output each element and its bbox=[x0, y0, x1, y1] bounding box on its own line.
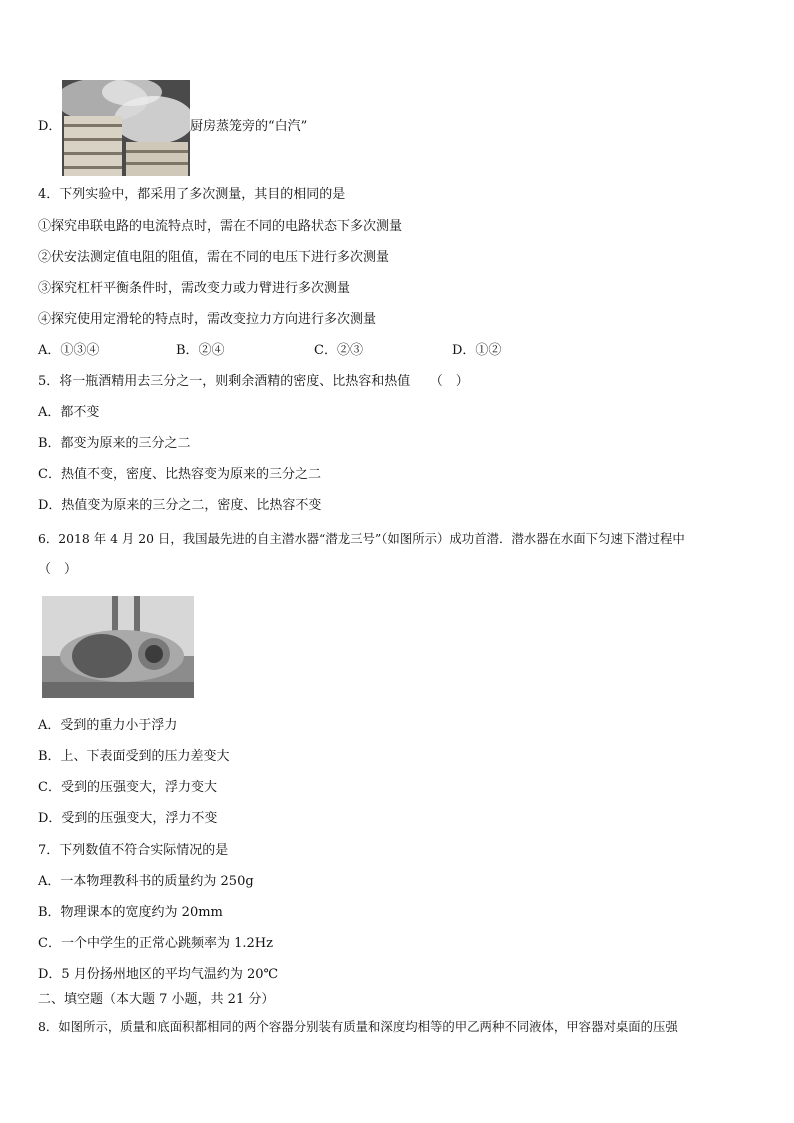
q5-option-c: C．热值不变，密度、比热容变为原来的三分之二 bbox=[38, 467, 321, 482]
q4-option-c: C．②③ bbox=[314, 343, 363, 358]
q7-option-b: B．物理课本的宽度约为 20mm bbox=[38, 905, 223, 920]
q7-option-a: A．一本物理教科书的质量约为 250g bbox=[38, 874, 254, 889]
q4-stem: 4．下列实验中，都采用了多次测量，其目的相同的是 bbox=[38, 187, 346, 202]
q5-option-a: A．都不变 bbox=[38, 405, 100, 420]
q3-option-d-label: D． bbox=[38, 119, 62, 134]
q4-item-4: ④探究使用定滑轮的特点时，需改变拉力方向进行多次测量 bbox=[38, 312, 377, 327]
q4-option-a: A．①③④ bbox=[38, 343, 100, 358]
q7-option-c: C．一个中学生的正常心跳频率为 1.2Hz bbox=[38, 936, 273, 951]
q3-option-d-text: 厨房蒸笼旁的“白汽” bbox=[190, 119, 308, 134]
q6-option-b: B．上、下表面受到的压力差变大 bbox=[38, 749, 230, 764]
q4-options-row bbox=[38, 342, 572, 360]
q8-stem: 8．如图所示，质量和底面积都相同的两个容器分别装有质量和深度均相等的甲乙两种不同液体，甲容器对桌面的压强 bbox=[38, 1019, 678, 1034]
submersible-photo-drawing bbox=[42, 596, 194, 698]
steamer-steam-photo bbox=[62, 80, 190, 176]
q6-option-d: D．受到的压强变大，浮力不变 bbox=[38, 811, 218, 826]
q5-option-b: B．都变为原来的三分之二 bbox=[38, 436, 191, 451]
q7-option-d: D．5 月份扬州地区的平均气温约为 20℃ bbox=[38, 967, 279, 982]
q6-option-a: A．受到的重力小于浮力 bbox=[38, 718, 178, 733]
q5-option-d: D．热值变为原来的三分之二，密度、比热容不变 bbox=[38, 498, 322, 513]
q4-item-3: ③探究杠杆平衡条件时，需改变力或力臂进行多次测量 bbox=[38, 281, 351, 296]
q4-item-2: ②伏安法测定值电阻的阻值，需在不同的电压下进行多次测量 bbox=[38, 250, 390, 265]
q5-stem: 5．将一瓶酒精用去三分之一，则剩余酒精的密度、比热容和热值 （ ） bbox=[38, 374, 469, 389]
q6-stem-line2: （ ） bbox=[38, 562, 78, 577]
q6-option-c: C．受到的压强变大，浮力变大 bbox=[38, 780, 217, 795]
q6-stem-line1: 6．2018 年 4 月 20 日，我国最先进的自主潜水器“潜龙三号”（如图所示）成功首潜．潜水器在水面下匀速下潜过程中 bbox=[38, 531, 685, 546]
section-fill-blank-heading: 二、填空题（本大题 7 小题，共 21 分） bbox=[38, 992, 275, 1007]
submersible-photo bbox=[42, 596, 194, 698]
q7-stem: 7．下列数值不符合实际情况的是 bbox=[38, 843, 229, 858]
q4-option-b: B．②④ bbox=[176, 343, 225, 358]
q4-item-1: ①探究串联电路的电流特点时，需在不同的电路状态下多次测量 bbox=[38, 219, 403, 234]
steamer-photo-drawing bbox=[62, 80, 190, 176]
q4-option-d: D．①② bbox=[452, 343, 502, 358]
